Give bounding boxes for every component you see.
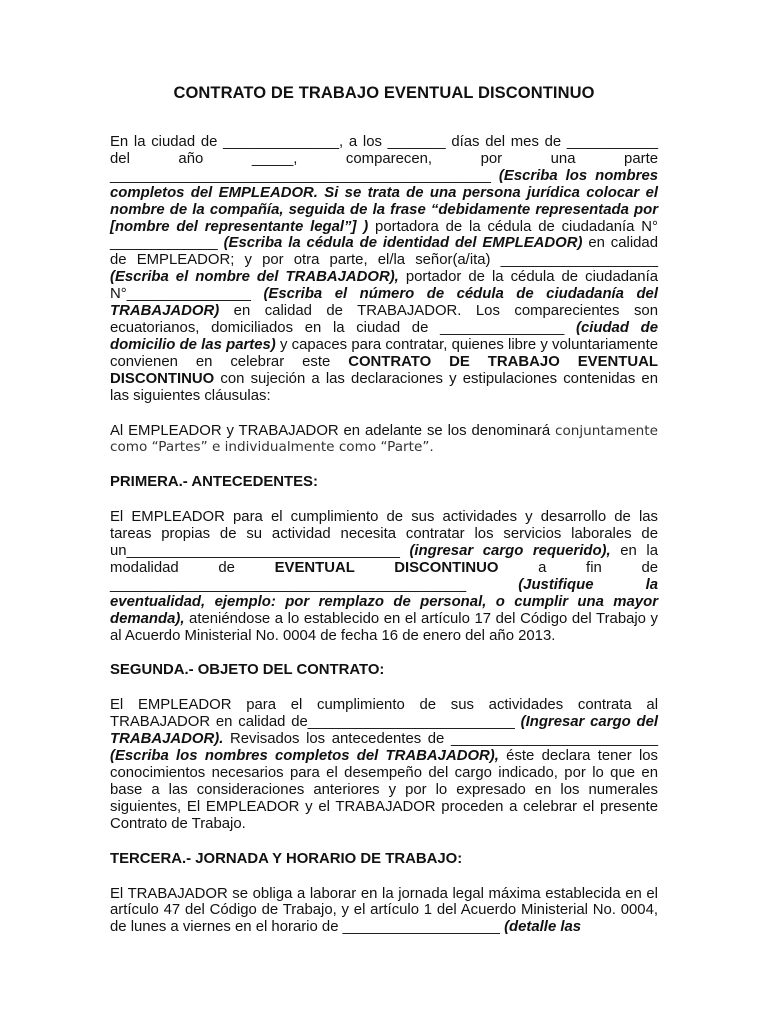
intro-text-7: con sujeción a las declaraciones y estipulaciones contenidas en las siguientes cláusulas: xyxy=(110,370,658,404)
intro-instruction-worker-id: (Escriba el número de cédula de ciudadanía del TRABAJADOR) xyxy=(110,286,658,320)
primera-instruction-position: (ingresar cargo requerido), xyxy=(409,543,611,560)
intro-text-6: y capaces para contratar, quienes libre y voluntariamente convienen en celebrar este xyxy=(110,336,658,370)
tercera-text-1: El TRABAJADOR se obliga a laborar en la jornada legal máxima establecida en el artículo 47 del Código de Trabajo, y el artículo 1 del Acuerdo Ministerial No. 0004, de lunes a viernes en el horario de ___________________ xyxy=(110,885,658,936)
intro-instruction-employer-name: (Escriba los nombres completos del EMPLEADOR. Si se trata de una persona jurídica colocar el nombre de la compañía, seguida de la frase “debidamente representada por [nombre del representante legal”] ) xyxy=(110,167,659,235)
clause-segunda-paragraph xyxy=(110,697,658,832)
tercera-instruction-schedule: (detalle las xyxy=(504,919,582,936)
intro-text-5: en calidad de TRABAJADOR. Los comparecientes son ecuatorianos, domiciliados en la ciudad de _______________ xyxy=(110,303,658,336)
intro-paragraph xyxy=(110,134,658,405)
primera-text-3: a fin de ___________________________________________ xyxy=(110,559,659,593)
segunda-instruction-position: (Ingresar cargo del TRABAJADOR). xyxy=(110,714,658,748)
segunda-text-2: Revisados los antecedentes de _________________________ xyxy=(223,731,658,748)
clause-primera-heading: PRIMERA.- ANTECEDENTES: xyxy=(110,474,318,491)
primera-text-2: en la modalidad de xyxy=(110,543,658,576)
primera-instruction-justify: (Justifique la eventualidad, ejemplo: por remplazo de personal, o cumplir una mayor demanda), xyxy=(110,576,658,627)
primera-text-1: El EMPLEADOR para el cumplimiento de sus actividades y desarrollo de las tareas propias de su actividad necesita contratar los servicios laborales de un_________________________________ xyxy=(110,509,658,560)
intro-text-2: portadora de la cédula de ciudadanía N° _____________ xyxy=(110,218,658,252)
parties-text-2: conjuntamente como “Partes” e individualmente como “Parte”. xyxy=(110,422,658,456)
clause-segunda-heading: SEGUNDA.- OBJETO DEL CONTRATO: xyxy=(110,662,385,679)
intro-text-3: en calidad de EMPLEADOR; y por otra parte, el/la señor(a/ita) ___________________ xyxy=(110,235,658,269)
intro-contract-name: CONTRATO DE TRABAJO EVENTUAL DISCONTINUO xyxy=(110,353,658,387)
clause-tercera-paragraph xyxy=(110,886,658,937)
intro-instruction-employer-id: (Escriba la cédula de identidad del EMPLEADOR) xyxy=(223,235,583,252)
intro-instruction-city: (ciudad de domicilio de las partes) xyxy=(110,319,658,353)
intro-instruction-worker-name: (Escriba el nombre del TRABAJADOR), xyxy=(110,269,399,286)
primera-modality: EVENTUAL DISCONTINUO xyxy=(274,559,499,576)
clause-tercera-heading: TERCERA.- JORNADA Y HORARIO DE TRABAJO: xyxy=(110,850,463,867)
parties-paragraph xyxy=(110,423,658,457)
clause-primera-paragraph xyxy=(110,509,658,644)
segunda-text-3: éste declara tener los conocimientos necesarios para el desempeño del cargo indicado, por lo que en base a las consideraciones anteriores y por lo expresado en los numerales siguientes, El EMPLEADOR y el TRABAJADOR proceden a celebrar el presente Contrato de Trabajo. xyxy=(110,748,658,832)
intro-text-1: En la ciudad de ______________, a los _______ días del mes de ___________ del año _____, comparecen, por una parte ______________________________________________ xyxy=(110,134,658,184)
parties-text-1: Al EMPLEADOR y TRABAJADOR en adelante se los denominará xyxy=(110,422,555,439)
primera-text-4: ateniéndose a lo establecido en el artículo 17 del Código del Trabajo y al Acuerdo Ministerial No. 0004 de fecha 16 de enero del año 2013. xyxy=(110,610,658,644)
segunda-instruction-worker-name: (Escriba los nombres completos del TRABAJADOR), xyxy=(110,748,499,765)
segunda-text-1: El EMPLEADOR para el cumplimiento de sus actividades contrata al TRABAJADOR en calidad de_________________________ xyxy=(110,697,658,731)
document-title: CONTRATO DE TRABAJO EVENTUAL DISCONTINUO xyxy=(173,84,595,102)
intro-text-4: portador de la cédula de ciudadanía N°_______________ xyxy=(110,269,658,303)
